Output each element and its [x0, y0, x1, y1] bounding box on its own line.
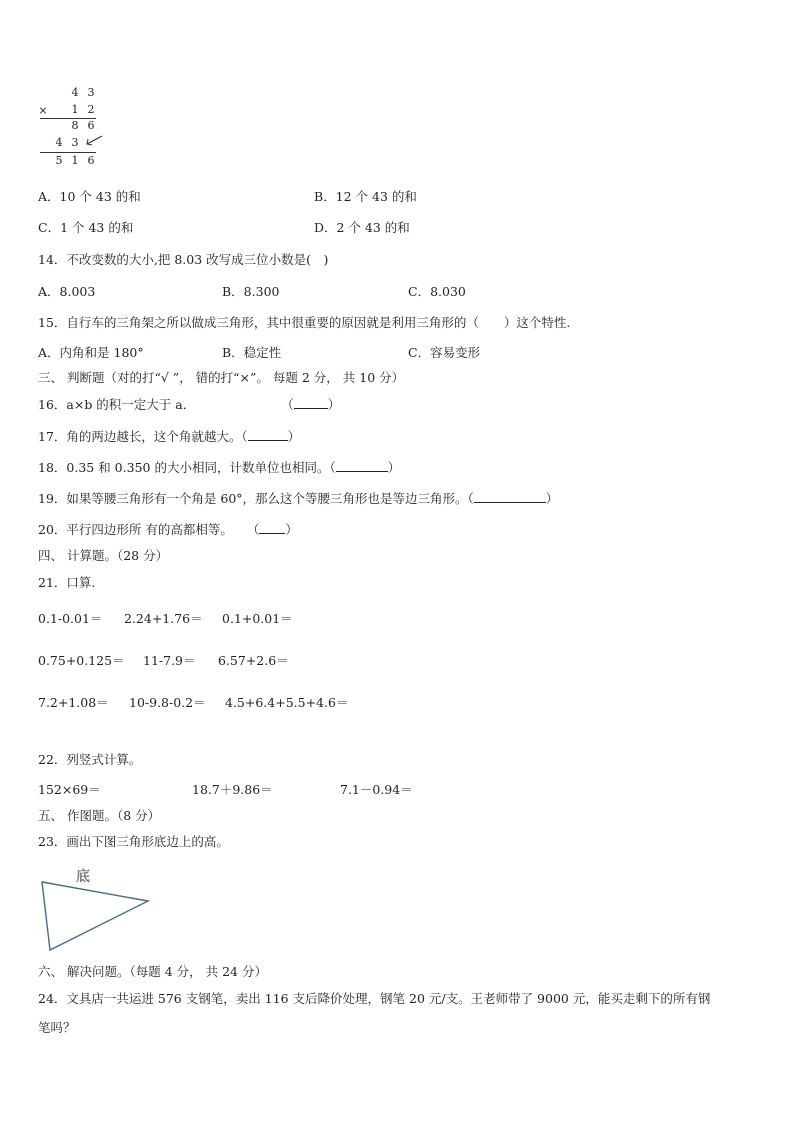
- calc-item: 0.1-0.01＝: [38, 611, 103, 626]
- digit: 8: [71, 119, 79, 132]
- question-16: 16．a×b 的积一定大于 a． （ ）: [38, 397, 341, 412]
- section-heading: 四、 计算题。（28 分）: [38, 548, 169, 563]
- option-b: B．8.300: [222, 284, 280, 299]
- calc-item: 2.24+1.76＝: [124, 611, 203, 626]
- section-heading: 六、 解决问题。（每题 4 分， 共 24 分）: [38, 964, 267, 979]
- question-15: 15．自行车的三角架之所以做成三角形，其中很重要的原因就是利用三角形的（ ）这个特性.: [38, 315, 571, 330]
- calc-item: 152×69＝: [38, 782, 101, 797]
- triangle-figure: [38, 862, 158, 954]
- question-18: 18．0.35 和 0.350 的大小相同，计数单位也相同。（ ）: [38, 460, 401, 475]
- answer-blank[interactable]: [336, 460, 388, 472]
- calc-item: 10-9.8-0.2＝: [129, 695, 206, 710]
- digit: 3: [87, 86, 95, 99]
- times-sign: ×: [38, 104, 48, 117]
- vertical-multiplication: [38, 84, 108, 170]
- digit: 4: [71, 86, 79, 99]
- arrow-icon: [84, 134, 104, 148]
- answer-blank[interactable]: [259, 522, 285, 534]
- digit: 1: [71, 103, 79, 116]
- option-b: B．12 个 43 的和: [314, 189, 417, 204]
- question-20: 20．平行四边形所 有的高都相等。 （ ）: [38, 522, 298, 537]
- calc-item: 0.75+0.125＝: [38, 653, 125, 668]
- triangle-shape: [38, 862, 158, 954]
- calc-item: 0.1+0.01＝: [222, 611, 293, 626]
- answer-blank[interactable]: [248, 429, 288, 441]
- calc-item: 18.7＋9.86＝: [192, 782, 273, 797]
- section-heading: 五、 作图题。（8 分）: [38, 808, 161, 823]
- calc-item: 7.2+1.08＝: [38, 695, 109, 710]
- option-c: C．容易变形: [408, 345, 481, 360]
- digit: 2: [87, 103, 95, 116]
- digit: 5: [55, 154, 63, 167]
- answer-blank[interactable]: [474, 491, 546, 503]
- calc-item: 4.5+6.4+5.5+4.6＝: [225, 695, 349, 710]
- base-label: 底: [76, 869, 90, 885]
- option-a: A．10 个 43 的和: [38, 189, 141, 204]
- question-24-line1: 24．文具店一共运进 576 支钢笔，卖出 116 支后降价处理，钢笔 20 元/支。王老师带了 9000 元，能买走剩下的所有钢: [38, 991, 711, 1006]
- section-heading: 三、 判断题（对的打“√ ”， 错的打“×”。 每题 2 分， 共 10 分）: [38, 370, 405, 385]
- calc-item: 11-7.9＝: [143, 653, 196, 668]
- question-24-line2: 笔吗？: [38, 1020, 76, 1035]
- question-text: 19．如果等腰三角形有一个角是 60°，那么这个等腰三角形也是等边三角形。（: [38, 491, 474, 506]
- question-19: 19．如果等腰三角形有一个角是 60°，那么这个等腰三角形也是等边三角形。（ ）: [38, 491, 559, 506]
- question-text: 16．a×b 的积一定大于 a．: [38, 397, 196, 412]
- digit: 3: [71, 136, 79, 149]
- question-text: 20．平行四边形所 有的高都相等。: [38, 522, 233, 537]
- question-23: 23．画出下图三角形底边上的高。: [38, 834, 229, 849]
- calc-item: 6.57+2.6＝: [218, 653, 289, 668]
- option-a: A．8.003: [38, 284, 96, 299]
- answer-blank[interactable]: [294, 397, 328, 409]
- digit: 4: [55, 136, 63, 149]
- option-d: D．2 个 43 的和: [314, 220, 410, 235]
- rule-line: [40, 152, 96, 153]
- option-a: A．内角和是 180°: [38, 345, 144, 360]
- question-14: 14．不改变数的大小,把 8.03 改写成三位小数是( ): [38, 252, 329, 267]
- digit: 6: [87, 119, 95, 132]
- option-c: C．1 个 43 的和: [38, 220, 134, 235]
- calc-item: 7.1－0.94＝: [340, 782, 413, 797]
- digit: 1: [71, 154, 79, 167]
- question-text: 18．0.35 和 0.350 的大小相同，计数单位也相同。（: [38, 460, 336, 475]
- option-b: B．稳定性: [222, 345, 282, 360]
- question-21: 21．口算.: [38, 575, 96, 590]
- question-text: 17．角的两边越长，这个角就越大。（: [38, 429, 248, 444]
- digit: 6: [87, 154, 95, 167]
- option-c: C．8.030: [408, 284, 466, 299]
- question-17: 17．角的两边越长，这个角就越大。（ ）: [38, 429, 301, 444]
- question-22: 22．列竖式计算。: [38, 752, 142, 767]
